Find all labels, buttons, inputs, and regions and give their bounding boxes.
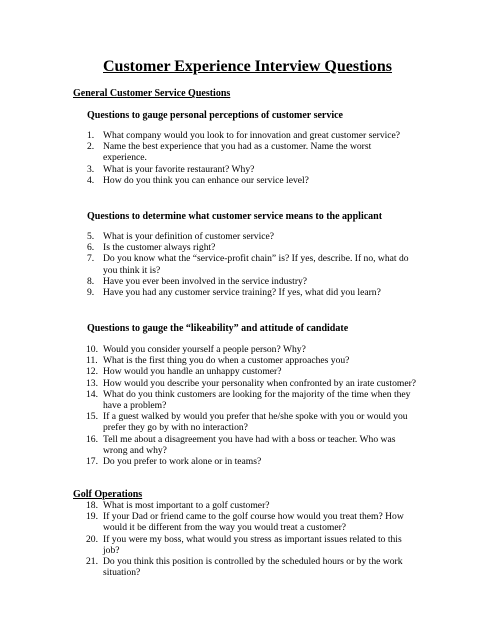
list-item: 13. How would you describe your personality when confronted by an irate customer?	[86, 377, 417, 389]
list-item: 8. Have you ever been involved in the service industry?	[87, 275, 308, 287]
group-heading-2: Questions to determine what customer service means to the applicant	[87, 211, 383, 222]
list-item: 9. Have you had any customer service training? If yes, what did you learn?	[87, 287, 381, 299]
list-item: 18. What is most important to a golf customer?	[86, 500, 270, 511]
group-heading-3: Questions to gauge the “likeability” and attitude of candidate	[87, 323, 349, 334]
question-list-2	[87, 231, 417, 298]
question-list-1	[87, 130, 417, 186]
section-heading-golf: Golf Operations	[73, 489, 143, 500]
list-item: 16. Tell me about a disagreement you have had with a boss or teacher. Who was wrong and why?	[86, 433, 396, 456]
section-heading-general: General Customer Service Questions	[73, 88, 231, 99]
list-item: 15. If a guest walked by would you prefer that he/she spoke with you or would you prefer they go by with no interaction?	[86, 411, 408, 434]
list-item: 4. How do you think you can enhance our service level?	[87, 174, 309, 186]
list-item: 2. Name the best experience that you had as a customer. Name the worst experience.	[87, 141, 372, 164]
list-item: 11. What is the first thing you do when a customer approaches you?	[86, 355, 350, 367]
list-item: 20. If you were my boss, what would you stress as important issues related to this job?	[86, 533, 402, 556]
list-item: 12. How would you handle an unhappy customer?	[86, 366, 282, 378]
list-item: 1. What company would you look to for innovation and great customer service?	[87, 130, 401, 141]
group-heading-1: Questions to gauge personal perceptions of customer service	[87, 110, 343, 121]
list-item: 10. Would you consider yourself a people person? Why?	[86, 344, 306, 355]
list-item: 14. What do you think customers are looking for the majority of the time when they have a problem?	[86, 388, 411, 412]
question-list-golf	[87, 500, 417, 578]
list-item: 19. If your Dad or friend came to the golf course how would you treat them? How would it be different from the way you would treat a customer?	[86, 511, 404, 534]
list-item: 6. Is the customer always right?	[87, 242, 216, 254]
list-item: 7. Do you know what the “service-profit chain” is? If yes, describe. If no, what do you think it is?	[87, 253, 409, 276]
list-item: 5. What is your definition of customer service?	[87, 231, 275, 242]
list-item: 17. Do you prefer to work alone or in teams?	[86, 456, 262, 468]
page-title: Customer Experience Interview Questions	[103, 58, 392, 75]
list-item: 3. What is your favorite restaurant? Why?	[87, 163, 255, 175]
question-list-3	[87, 344, 417, 467]
list-item: 21. Do you think this position is controlled by the scheduled hours or by the work situation?	[86, 556, 403, 579]
